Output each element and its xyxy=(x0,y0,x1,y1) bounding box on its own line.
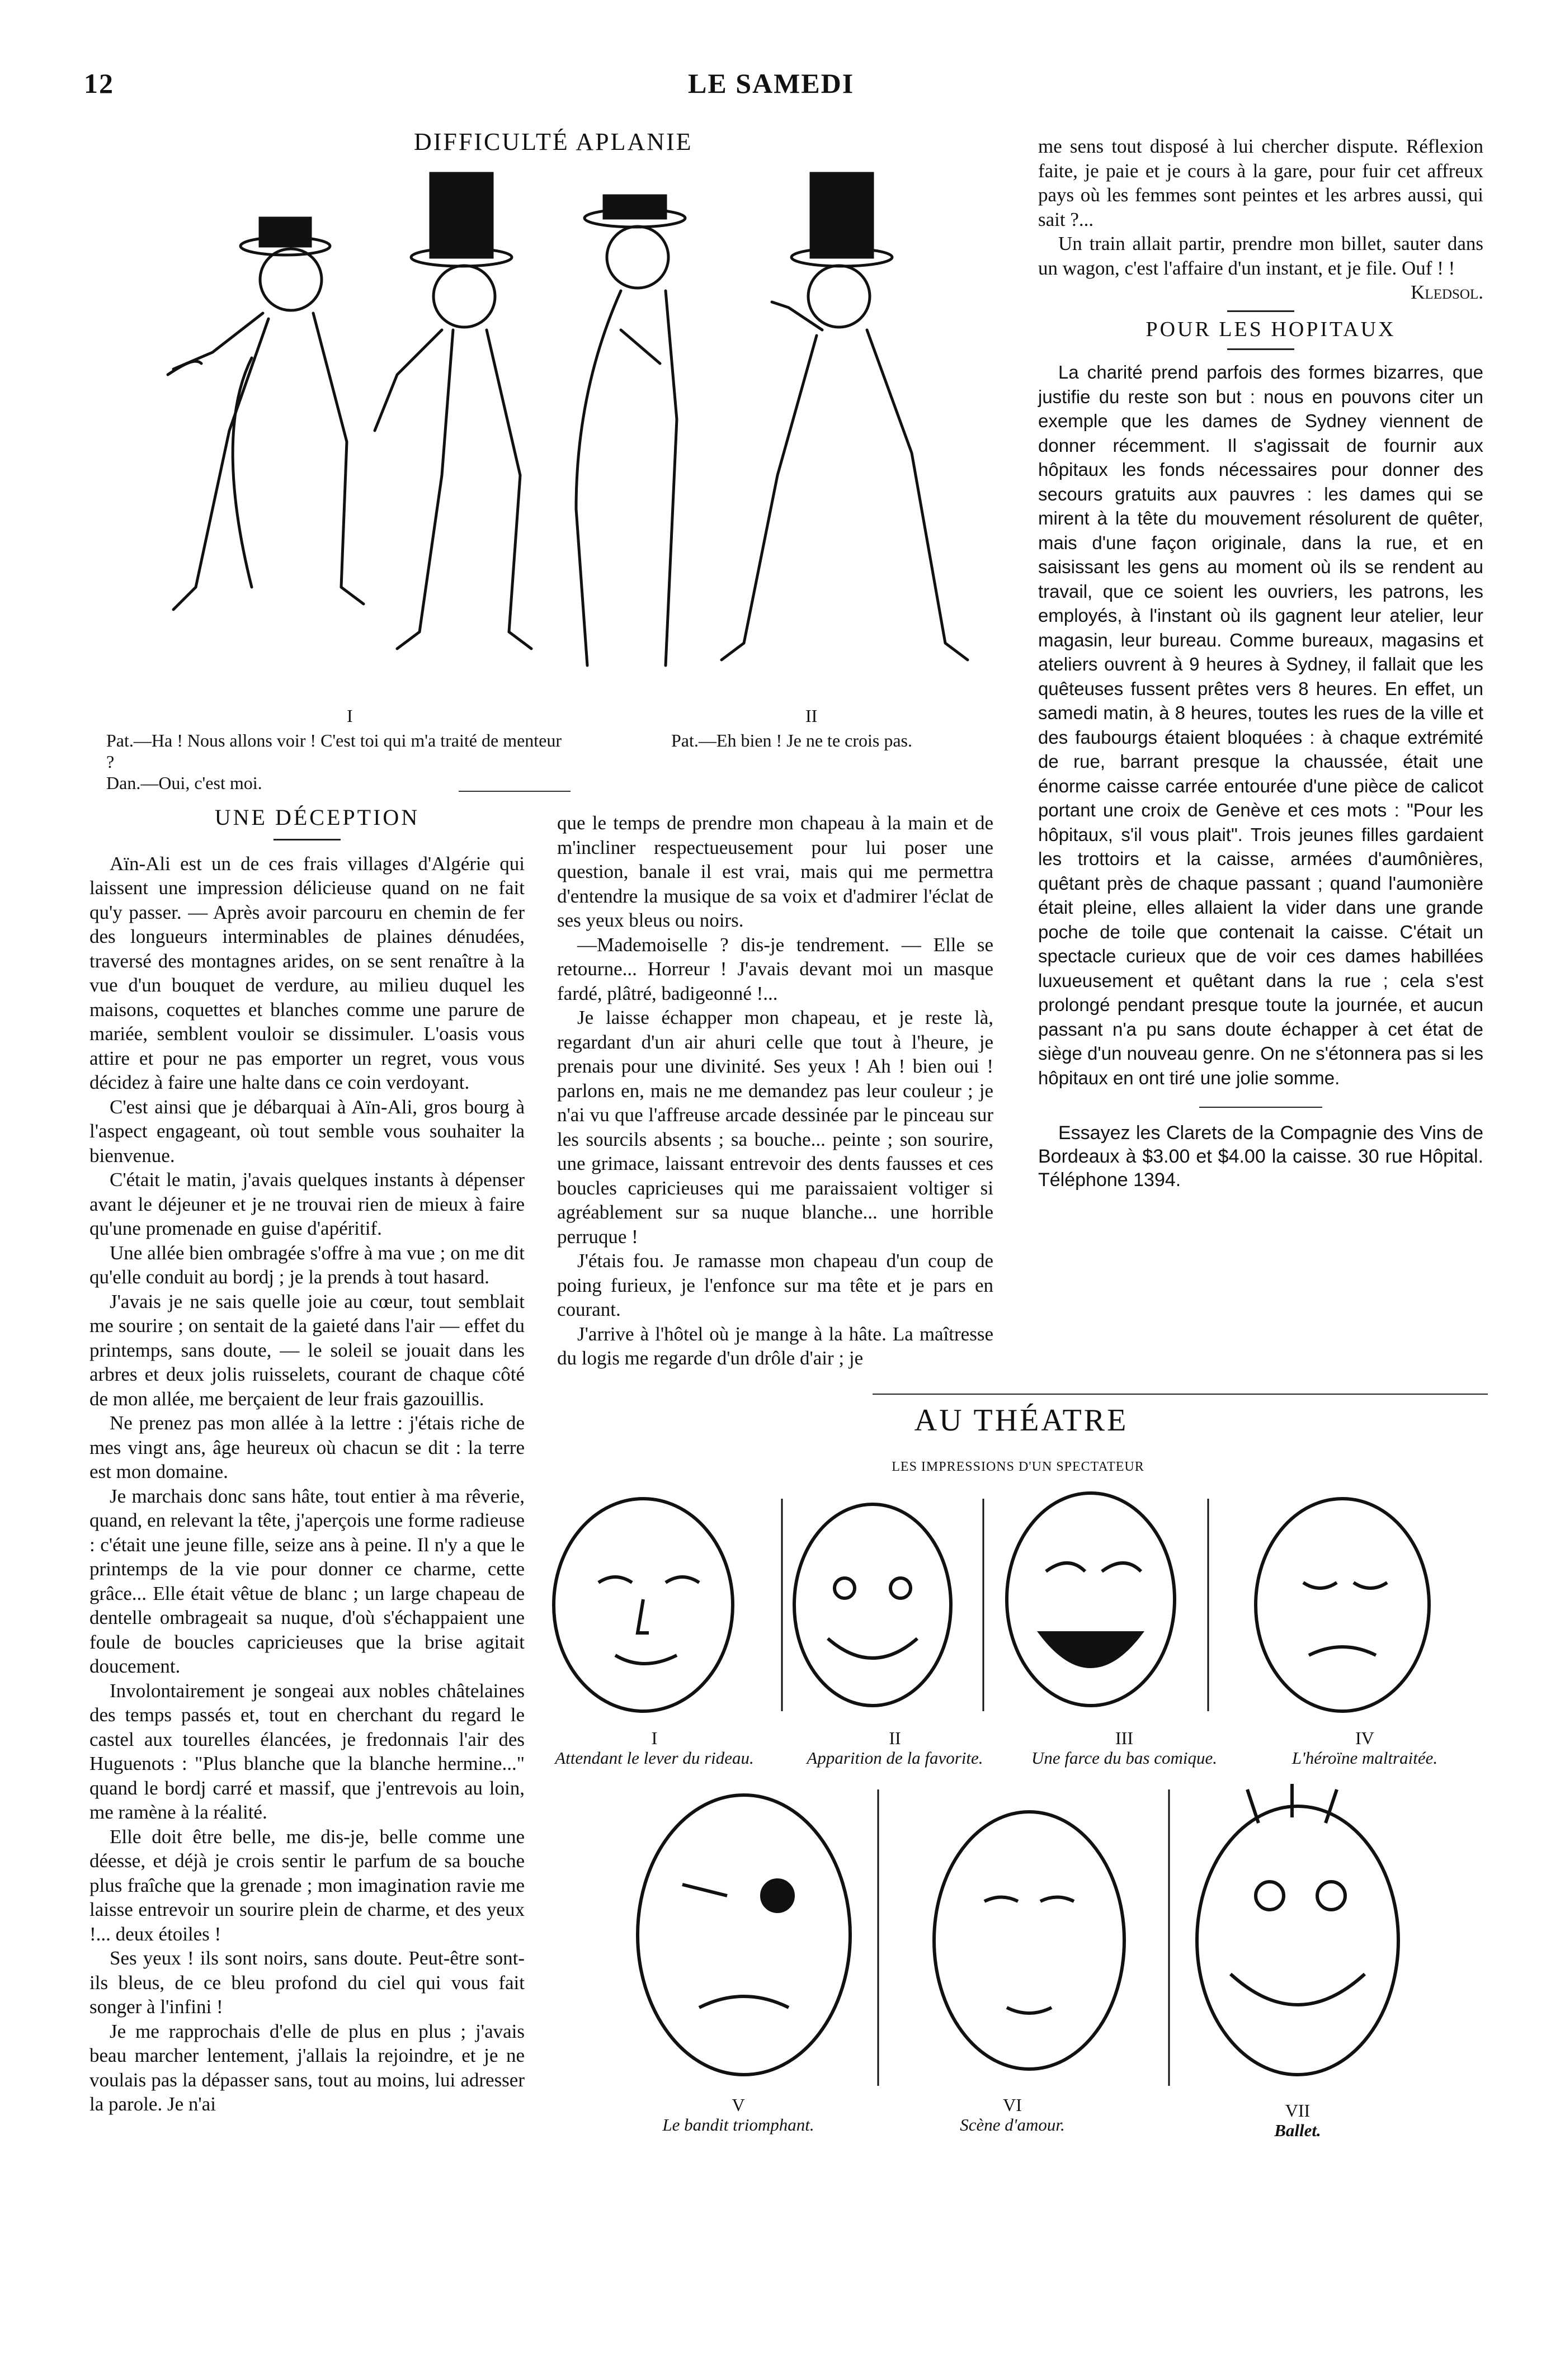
paragraph: Ses yeux ! ils sont noirs, sans doute. Peut-être sont-ils bleus, de ce bleu profond du ciel qui vous fait songer à l'infini ! xyxy=(89,1947,525,2018)
face-caption: Une farce du bas comique. xyxy=(1031,1748,1218,1768)
title-rule xyxy=(274,839,341,840)
deception-column-2 xyxy=(557,811,993,1371)
faces-row-2 xyxy=(615,1773,1477,2091)
advert: Essayez les Clarets de la Compagnie des Vins de Bordeaux à $3.00 et $4.00 la caisse. 30 rue Hôpital. Téléphone 1394. xyxy=(1038,1122,1483,1191)
divider-rule xyxy=(459,791,571,792)
face-caption-5 xyxy=(621,2095,856,2135)
panel-number-1: I xyxy=(347,706,353,726)
paragraph: Je me rapprochais d'elle de plus en plus ; j'avais beau marcher lentement, j'allais la rejoindre, et je ne voulais pas la dépasser sans, tout au moins, lui adresser la parole. Je n'ai xyxy=(89,2020,525,2115)
paragraph: Involontairement je songeai aux nobles châtelaines des temps passés et, tout en cherchant du regard le castel aux tourelles élancées, je fredonnais l'air des Huguenots : "Plus blanche que la blanche hermine..." quand le bordj carré et massif, que j'entrevois au loin, me ramène à la réalité. xyxy=(89,1679,525,1823)
theatre-subtitle: LES IMPRESSIONS D'UN SPECTATEUR xyxy=(892,1460,1144,1474)
paragraph: Aïn-Ali est un de ces frais villages d'Algérie qui laissent une impression délicieuse quand on ne fait qu'y passer. — Après avoir parcouru en chemin de fer des longueurs interminables de plaines dénudées, traversé des montagnes arides, on se sent renaître à la vue d'un bouquet de verdure, au milieu duquel les maisons, coquettes et blanches comme une parure de mariée, semblent vouloir se dissimuler. L'oasis vous attire et pour ne pas emporter un regret, vous vous décidez à faire une halte dans ce coin verdoyant. xyxy=(89,852,525,1093)
paragraph: Je marchais donc sans hâte, tout entier à ma rêverie, quand, en relevant la tête, j'aperçois une forme radieuse : c'était une jeune fille, seize ans à peine. Il n'y a que le printemps de la vie pour donner ce charme, cette grâce... Elle était vêtue de blanc ; un large chapeau de dentelle ombrageait sa nuque, d'où s'échappaient une foule de boucles capricieuses que la brise agitait doucement. xyxy=(89,1485,525,1677)
face-caption: Le bandit triomphant. xyxy=(662,2115,814,2135)
paragraph: La charité prend parfois des formes bizarres, que justifie du reste son but : nous en pouvons citer un exemple que les dames de Sydney viennent de donner récemment. Il s'agissait de fournir aux hôpitaux les fonds nécessaires pour donner des secours gratuits aux pauvres : les dames qui se mirent à la tête du mouvement résolurent de quêter, mais d'une façon originale, dans la rue, et en saisissant les gens au moment où ils se rendent au travail, que ce soient les ouvriers, les patrons, les employés, à l'instant où ils gagnent leur atelier, leur magasin, leur bureau. Comme bureaux, magasins et ateliers ouvrent à 9 heures à Sydney, il fallait que les quêteuses fussent prêtes vers 8 heures. En effet, un samedi matin, à 8 heures, toutes les rues de la ville et des faubourgs étaient bloquées : à chaque extrémité de rue, barrant presque la chaussée, était une énorme caisse carrée entourée d'une pièce de calicot portant une croix de Genève et ces mots : "Pour les hôpitaux, s'il vous plait". Trois jeunes filles gardaient les trottoirs et la caisse, armées d'aumônières, quêtant près de chaque passant ; quand l'aumonière était pleine, elles allaient la vider dans une grande poche de toile que contenait la caisse. C'était un spectacle curieux que de voir ces dames habillées luxueusement et quêtant dans la rue ; cela s'est prolongé pendant presque toute la journée, et aucun passant n'a pu sans doute échapper à cet état de siège d'un nouveau genre. On ne s'étonnera pas si les hôpitaux en ont tiré une jolie somme. xyxy=(1038,362,1483,1088)
hopitaux-title: POUR LES HOPITAUX xyxy=(1146,317,1396,341)
paragraph: Ne prenez pas mon allée à la lettre : j'étais riche de mes vingt ans, âge heureux où chacun se dit : la terre est mon domaine. xyxy=(89,1412,525,1482)
paragraph: Une allée bien ombragée s'offre à ma vue ; on me dit qu'elle conduit au bordj ; je la prends à tout hasard. xyxy=(89,1241,525,1288)
face-number: VI xyxy=(1003,2095,1022,2115)
section-rule xyxy=(1227,310,1294,312)
deception-title: UNE DÉCEPTION xyxy=(214,805,420,830)
face-caption-3 xyxy=(1012,1728,1236,1768)
panel2-caption: Pat.—Eh bien ! Je ne te crois pas. xyxy=(671,730,912,750)
face-caption: Apparition de la favorite. xyxy=(807,1748,983,1768)
face-number: VII xyxy=(1285,2100,1311,2121)
face-caption: Attendant le lever du rideau. xyxy=(555,1748,754,1768)
paragraph: J'étais fou. Je ramasse mon chapeau d'un coup de poing furieux, je l'enfonce sur ma tête et je pars en courant. xyxy=(557,1250,993,1320)
paragraph: Je laisse échapper mon chapeau, et je reste là, regardant d'un air ahuri celle que tout à l'heure, je prenais pour une divinité. Ses yeux ! Ah ! bien oui ! parlons en, mais ne me demandez pas leur couleur ; je n'ai vu que l'affreuse arcade dessinée par le pinceau sur les sourcils absents ; sa bouche... peinte ; son sourire, une grimace, laissant entrevoir des dents fausses et ces boucles capricieuses qui me paraissaient voltiger si agréablement sur sa nuque blanche... une horrible perruque ! xyxy=(557,1007,993,1248)
paragraph: C'était le matin, j'avais quelques instants à dépenser avant le déjeuner et je ne trouvai rien de mieux à faire qu'une promenade en guise d'apéritif. xyxy=(89,1169,525,1239)
deception-column-1 xyxy=(89,805,525,2117)
face-number: III xyxy=(1115,1728,1133,1748)
face-caption-4 xyxy=(1247,1728,1482,1768)
newspaper-title: LE SAMEDI xyxy=(688,68,855,99)
theatre-top-rule xyxy=(873,1394,1488,1395)
faces-row-1 xyxy=(537,1488,1477,1722)
face-caption: Ballet. xyxy=(1274,2121,1321,2140)
face-number: I xyxy=(651,1728,658,1748)
paragraph: Elle doit être belle, me dis-je, belle comme une déesse, et déjà je crois sentir le parfum de sa bouche plus fraîche que la grenade ; mon imagination ravie me laisse entrevoir un sourire plein de charme, et des yeux !... deux étoiles ! xyxy=(89,1825,525,1945)
face-caption-1 xyxy=(548,1728,761,1768)
paragraph: —Mademoiselle ? dis-je tendrement. — Elle se retourne... Horreur ! J'avais devant moi un masque fardé, plâtré, badigeonné !... xyxy=(557,933,993,1004)
page-number: 12 xyxy=(84,68,114,99)
title-rule xyxy=(1227,348,1294,350)
panel-number-2: II xyxy=(805,706,818,726)
signature: Kledsol. xyxy=(1411,281,1483,303)
theatre-title: AU THÉATRE xyxy=(914,1403,1129,1438)
deception-column-3 xyxy=(1038,134,1483,1192)
paragraph: me sens tout disposé à lui chercher dispute. Réflexion faite, je paie et je cours à la gare, pour fuir cet affreux pays où les femmes sont peintes et les arbres aussi, qui sait ?... xyxy=(1038,135,1483,230)
face-caption-6 xyxy=(917,2095,1107,2135)
face-number: IV xyxy=(1355,1728,1374,1748)
face-number: II xyxy=(889,1728,901,1748)
paragraph: J'arrive à l'hôtel où je mange à la hâte. La maîtresse du logis me regarde d'un drôle d'air ; je xyxy=(557,1323,993,1369)
paragraph: C'est ainsi que je débarquai à Aïn-Ali, gros bourg à l'aspect engageant, où tout semble vous souhaiter la bienvenue. xyxy=(89,1095,525,1167)
paragraph: J'avais je ne sais quelle joie au cœur, tout semblait me sourire ; on sentait de la gaieté dans l'air — effet du printemps, sans doute, — le soleil se jouait dans les arbres et deux jolis ruisselets, courant de chaque côté de mon allée, me berçaient de leur frais gazouillis. xyxy=(89,1290,525,1410)
face-number: V xyxy=(732,2095,745,2115)
cartoon-title: DIFFICULTÉ APLANIE xyxy=(414,128,693,155)
paragraph: Un train allait partir, prendre mon billet, sauter dans un wagon, c'est l'affaire d'un instant, et je file. Ouf ! ! xyxy=(1038,233,1483,279)
face-caption: Scène d'amour. xyxy=(960,2115,1065,2135)
face-caption-7 xyxy=(1214,2100,1382,2141)
panel1-caption-a: Pat.—Ha ! Nous allons voir ! C'est toi qui m'a traité de menteur ? xyxy=(106,730,562,772)
paragraph: que le temps de prendre mon chapeau à la main et de m'incliner respectueusement pour lui poser une question, banale il est vrai, mais qui me permettra d'entendre la musique de sa voix et d'admirer l'éclat de ses yeux bleus ou noirs. xyxy=(557,812,993,931)
panel1-caption-b: Dan.—Oui, c'est moi. xyxy=(106,773,262,793)
face-caption-2 xyxy=(783,1728,1007,1768)
section-rule xyxy=(1199,1107,1322,1108)
cartoon-illustration xyxy=(84,162,1012,699)
face-caption: L'héroïne maltraitée. xyxy=(1291,1748,1438,1768)
